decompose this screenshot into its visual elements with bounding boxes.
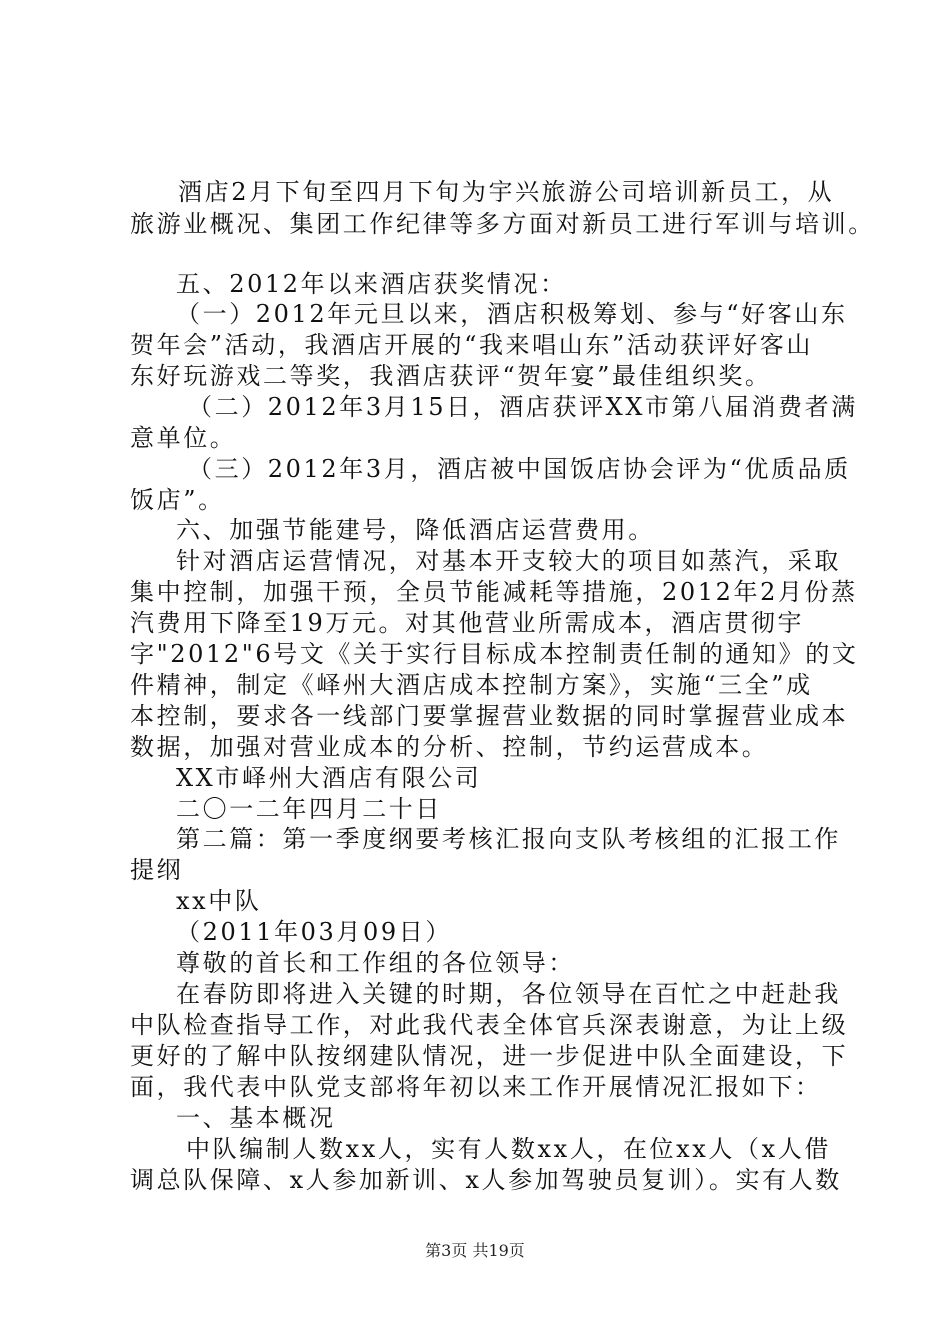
paragraph-line: 中队编制人数xx人，实有人数xx人，在位xx人（x人借 [186,1135,831,1163]
paragraph-line: 字"2012"6号文《关于实行目标成本控制责任制的通知》的文 [130,640,859,668]
paragraph-line: 东好玩游戏二等奖，我酒店获评“贺年宴”最佳组织奖。 [130,362,772,390]
report-date: （2011年03月09日） [176,918,452,946]
paragraph-line: 在春防即将进入关键的时期，各位领导在百忙之中赶赴我 [176,980,841,1008]
paragraph-line: 调总队保障、x人参加新训、x人参加驾驶员复训）。实有人数 [130,1166,842,1194]
paragraph-line: 更好的了解中队按纲建队情况，进一步促进中队全面建设，下 [130,1042,849,1070]
paragraph-line: 旅游业概况、集团工作纪律等多方面对新员工进行军训与培训。 [130,210,875,238]
paragraph-line: 酒店2月下旬至四月下旬为宇兴旅游公司培训新员工，从 [178,178,835,206]
article-title: 第二篇：第一季度纲要考核汇报向支队考核组的汇报工作 [176,825,841,853]
paragraph-line: 意单位。 [130,424,237,452]
unit-name: xx中队 [176,887,262,915]
paragraph-line: （三）2012年3月，酒店被中国饭店协会评为“优质品质 [188,455,851,483]
paragraph-line: 数据，加强对营业成本的分析、控制，节约运营成本。 [130,733,769,761]
paragraph-line: 针对酒店运营情况，对基本开支较大的项目如蒸汽，采取 [176,547,841,575]
page-number-footer: 第3页 共19页 [425,1241,525,1260]
signature-company: XX市峄州大酒店有限公司 [176,764,482,792]
paragraph-line: 本控制，要求各一线部门要掌握营业数据的同时掌握营业成本 [130,702,849,730]
article-title-continued: 提纲 [130,856,184,884]
section-heading: 五、2012年以来酒店获奖情况： [176,270,567,298]
paragraph-line: 饭店”。 [130,486,225,514]
paragraph-line: （二）2012年3月15日，酒店获评XX市第八届消费者满 [188,393,858,421]
paragraph-line: 面，我代表中队党支部将年初以来工作开展情况汇报如下： [130,1073,822,1101]
salutation: 尊敬的首长和工作组的各位领导： [176,949,575,977]
section-heading: 一、基本概况 [176,1104,336,1132]
paragraph-line: 中队检查指导工作，对此我代表全体官兵深表谢意，为让上级 [130,1011,849,1039]
signature-date: 二〇一二年四月二十日 [176,795,442,823]
paragraph-line: 集中控制，加强干预，全员节能减耗等措施，2012年2月份蒸 [130,578,858,606]
paragraph-line: 件精神，制定《峄州大酒店成本控制方案》，实施“三全”成 [130,671,813,699]
paragraph-line: （一）2012年元旦以来，酒店积极筹划、参与“好客山东 [176,300,848,328]
section-heading: 六、加强节能建号，降低酒店运营费用。 [176,516,655,544]
paragraph-line: 贺年会”活动，我酒店开展的“我来唱山东”活动获评好客山 [130,331,814,359]
paragraph-line: 汽费用下降至19万元。对其他营业所需成本，酒店贯彻宇 [130,609,805,637]
